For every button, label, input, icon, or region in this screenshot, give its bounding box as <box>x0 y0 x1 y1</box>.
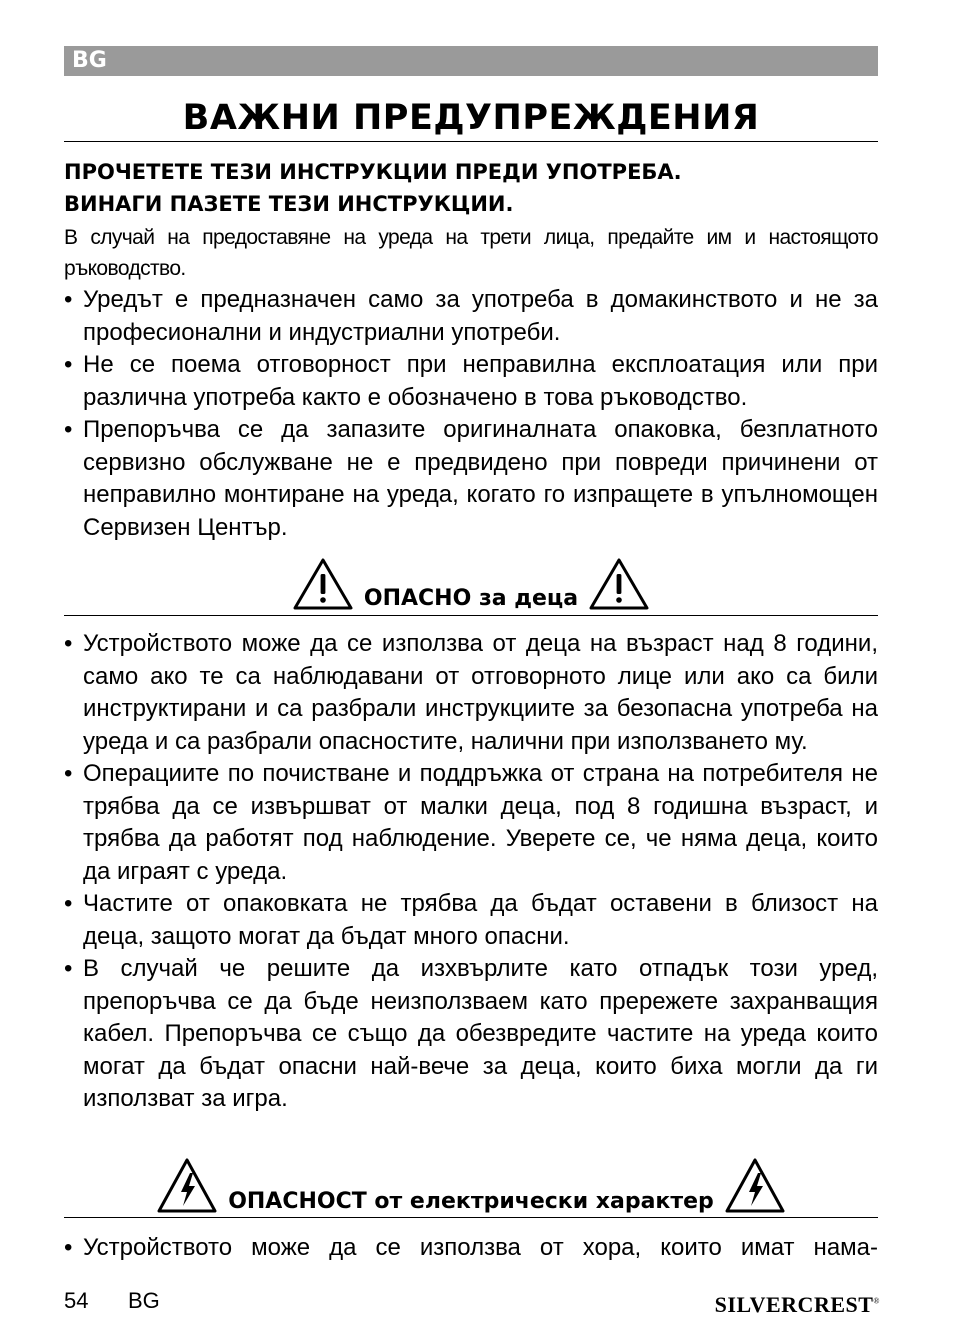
danger-subject: от електрически характер <box>366 1189 714 1214</box>
page-title: ВАЖНИ ПРЕДУПРЕЖДЕНИЯ <box>182 98 760 138</box>
electric-section-divider <box>64 1217 878 1218</box>
list-item: • Операциите по почистване и поддръжка от страна на потребителя не трябва да се извършват от малки деца, под 8 годишна възраст, и трябва да работят под наблюдение. Уверете се, че няма деца, които да играят с уреда. <box>64 758 878 888</box>
warning-triangle-icon <box>292 557 354 612</box>
children-warnings-list <box>64 628 878 1116</box>
list-item: • Не се поема отговорност при неправилна експлоатация или при различна употреба както е обозначено в това ръководство. <box>64 349 878 414</box>
general-warnings-list <box>64 284 878 544</box>
language-tag: BG <box>72 48 107 73</box>
electric-hazard-icon <box>724 1157 786 1215</box>
subheading-line-2: ВИНАГИ ПАЗЕТЕ ТЕЗИ ИНСТРУКЦИИ. <box>64 192 514 216</box>
brand-logo <box>715 1292 880 1318</box>
children-danger-heading <box>64 557 878 612</box>
list-item: • Устройството може да се използва от деца на възраст над 8 години, само ако те са наблюдавани от отговорното лице или ако са били инструктирани и са разбрали инструкциите за безопасна употреба на уреда и са разбрали опасностите, налични при използването му. <box>64 628 878 758</box>
danger-subject: за деца <box>471 586 579 611</box>
brand-name: SILVERCREST <box>714 1292 874 1317</box>
list-item: • В случай че решите да изхвърлите като отпадък този уред, препоръчва се да бъде неизползваем като прережете захранващия кабел. Препоръчва се също да обезвредите частите на уреда които могат да бъдат опасни най-вече за деца, които биха могли да ги използват за игра. <box>64 953 878 1116</box>
subheading-line-1: ПРОЧЕТЕТЕ ТЕЗИ ИНСТРУКЦИИ ПРЕДИ УПОТРЕБА. <box>64 160 682 184</box>
list-item: • Частите от опаковката не трябва да бъдат оставени в близост на деца, защото могат да бъдат много опасни. <box>64 888 878 953</box>
list-item: • Уредът е предназначен само за употреба в домакинството и не за професионални и индустриални употреби. <box>64 284 878 349</box>
warning-triangle-icon <box>588 557 650 612</box>
children-section-divider <box>64 615 878 616</box>
danger-label: ОПАСНОСТ <box>228 1189 367 1214</box>
list-item: • Препоръчва се да запазите оригиналната опаковка, безплатното сервизно обслужване не е предвидено при повреди причинени от неправилно монтиране на уреда, когато го изпращете в упълномощен Сервизен Център. <box>64 414 878 544</box>
electric-danger-title <box>228 1189 714 1215</box>
electric-danger-heading <box>64 1157 878 1215</box>
page-number: 54 <box>64 1288 89 1313</box>
footer-language: BG <box>128 1288 160 1313</box>
language-bar <box>64 46 878 76</box>
children-danger-title <box>364 586 578 612</box>
danger-label: ОПАСНО <box>363 586 472 611</box>
title-divider <box>64 141 878 142</box>
list-item: • Устройството може да се използва от хора, които имат нама- <box>64 1232 878 1265</box>
electric-hazard-icon <box>156 1157 218 1215</box>
intro-text: В случай на предоставяне на уреда на трети лица, предайте им и настоящото ръководство. <box>64 226 878 280</box>
registered-mark: ® <box>873 1296 880 1306</box>
electric-warnings-list <box>64 1232 878 1265</box>
